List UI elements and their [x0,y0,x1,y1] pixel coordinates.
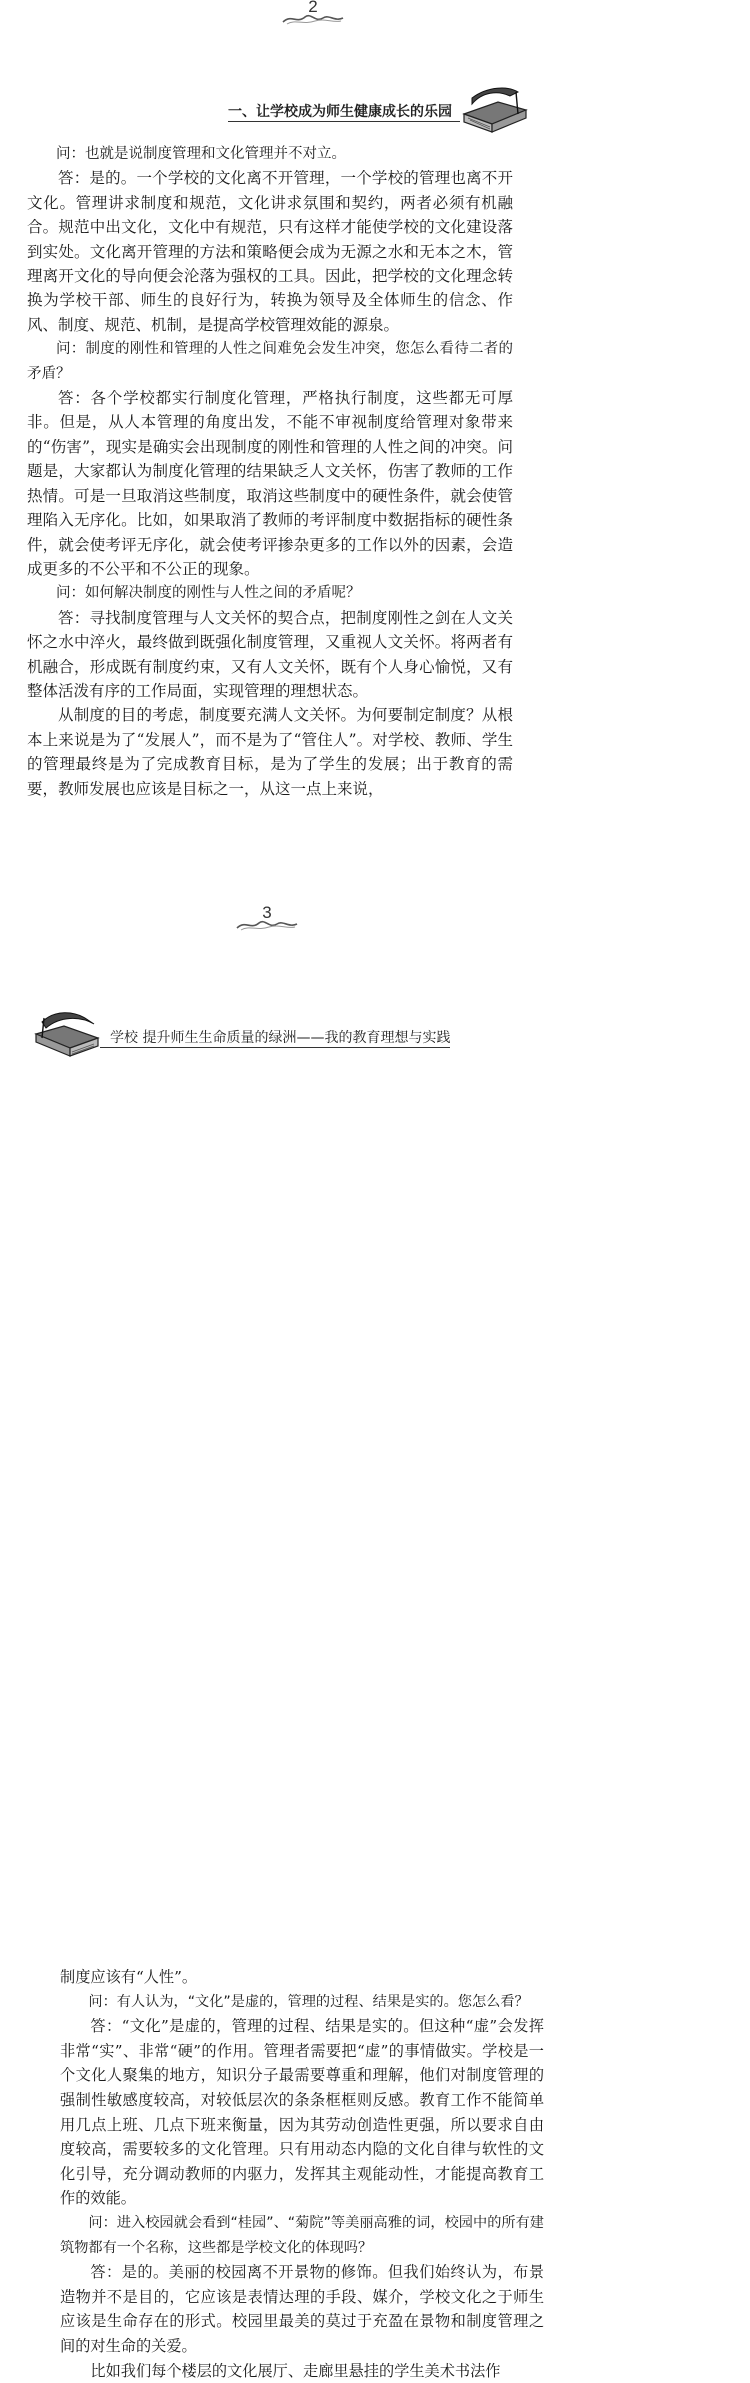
page-ornament-icon [281,12,345,26]
page-number: 2 [293,0,333,17]
body-paragraph: 比如我们每个楼层的文化展厅、走廊里悬挂的学生美术书法作 [60,2359,544,2383]
body-text [27,142,513,801]
running-header-title: 一、让学校成为师生健康成长的乐园 [228,101,452,121]
page-ornament-icon [235,918,299,932]
question-paragraph: 问：制度的刚性和管理的人性之间难免会发生冲突，您怎么看待二者的矛盾？ [27,337,513,386]
body-paragraph: 从制度的目的考虑，制度要充满人文关怀。为何要制定制度？从根本上来说是为了“发展人”，而不是为了“管住人”。对学校、教师、学生的管理最终是为了完成教育目标，是为了学生的发展；出于教育的需要，教师发展也应该是目标之一，从这一点上来说， [27,703,513,801]
open-book-icon [32,1008,104,1060]
open-book-icon [458,84,530,136]
question-paragraph: 问：如何解决制度的刚性与人性之间的矛盾呢？ [27,581,513,605]
book-page-2 [0,0,750,900]
running-header-title: 学校 提升师生生命质量的绿洲——我的教育理想与实践 [110,1027,450,1047]
answer-paragraph: 答：各个学校都实行制度化管理，严格执行制度，这些都无可厚非。但是，从人本管理的角度出发，不能不审视制度给管理对象带来的“伤害”，现实是确实会出现制度的刚性和管理的人性之间的冲突。问题是，大家都认为制度化管理的结果缺乏人文关怀，伤害了教师的工作热情。可是一旦取消这些制度，取消这些制度中的硬性条件，就会使管理陷入无序化。比如，如果取消了教师的考评制度中数据指标的硬性条件，就会使考评无序化，就会使考评掺杂更多的工作以外的因素，会造成更多的不公平和不公正的现象。 [27,386,513,581]
answer-paragraph: 答：寻找制度管理与人文关怀的契合点，把制度刚性之剑在人文关怀之水中淬火，最终做到既强化制度管理，又重视人文关怀。将两者有机融合，形成既有制度约束，又有人文关怀，既有个人身心愉悦，又有整体活泼有序的工作局面，实现管理的理想状态。 [27,606,513,704]
answer-paragraph: 答：是的。美丽的校园离不开景物的修饰。但我们始终认为，布景造物并不是目的，它应该是表情达理的手段、媒介，学校文化之于师生应该是生命存在的形式。校园里最美的莫过于充盈在景物和制度管理之间的对生命的关爱。 [60,2260,544,2358]
answer-paragraph: 答：是的。一个学校的文化离不开管理，一个学校的管理也离不开文化。管理讲求制度和规范，文化讲求氛围和契约，两者必须有机融合。规范中出文化，文化中有规范，只有这样才能使学校的文化建设落到实处。文化离开管理的方法和策略便会成为无源之水和无本之木，管理离开文化的导向便会沦落为强权的工具。因此，把学校的文化理念转换为学校干部、师生的良好行为，转换为领导及全体师生的信念、作风、制度、规范、机制，是提高学校管理效能的源泉。 [27,166,513,337]
header-rule [100,1047,450,1048]
continued-paragraph: 制度应该有“人性”。 [60,1965,544,1990]
question-paragraph: 问：进入校园就会看到“桂园”、“菊院”等美丽高雅的词，校园中的所有建筑物都有一个名称，这些都是学校文化的体现吗？ [60,2211,544,2260]
question-paragraph: 问：也就是说制度管理和文化管理并不对立。 [27,142,513,166]
body-text [60,1965,544,2383]
header-rule [228,121,460,122]
answer-paragraph: 答：“文化”是虚的，管理的过程、结果是实的。但这种“虚”会发挥非常“实”、非常“硬”的作用。管理者需要把“虚”的事情做实。学校是一个文化人聚集的地方，知识分子最需要尊重和理解，他们对制度管理的强制性敏感度较高，对较低层次的条条框框则反感。教育工作不能简单用几点上班、几点下班来衡量，因为其劳动创造性更强，所以要求自由度较高，需要较多的文化管理。只有用动态内隐的文化自律与软性的文化引导，充分调动教师的内驱力，发挥其主观能动性，才能提高教育工作的效能。 [60,2014,544,2211]
question-paragraph: 问：有人认为，“文化”是虚的，管理的过程、结果是实的。您怎么看？ [60,1990,544,2015]
book-page-3 [0,900,750,1546]
page-number: 3 [247,903,287,923]
